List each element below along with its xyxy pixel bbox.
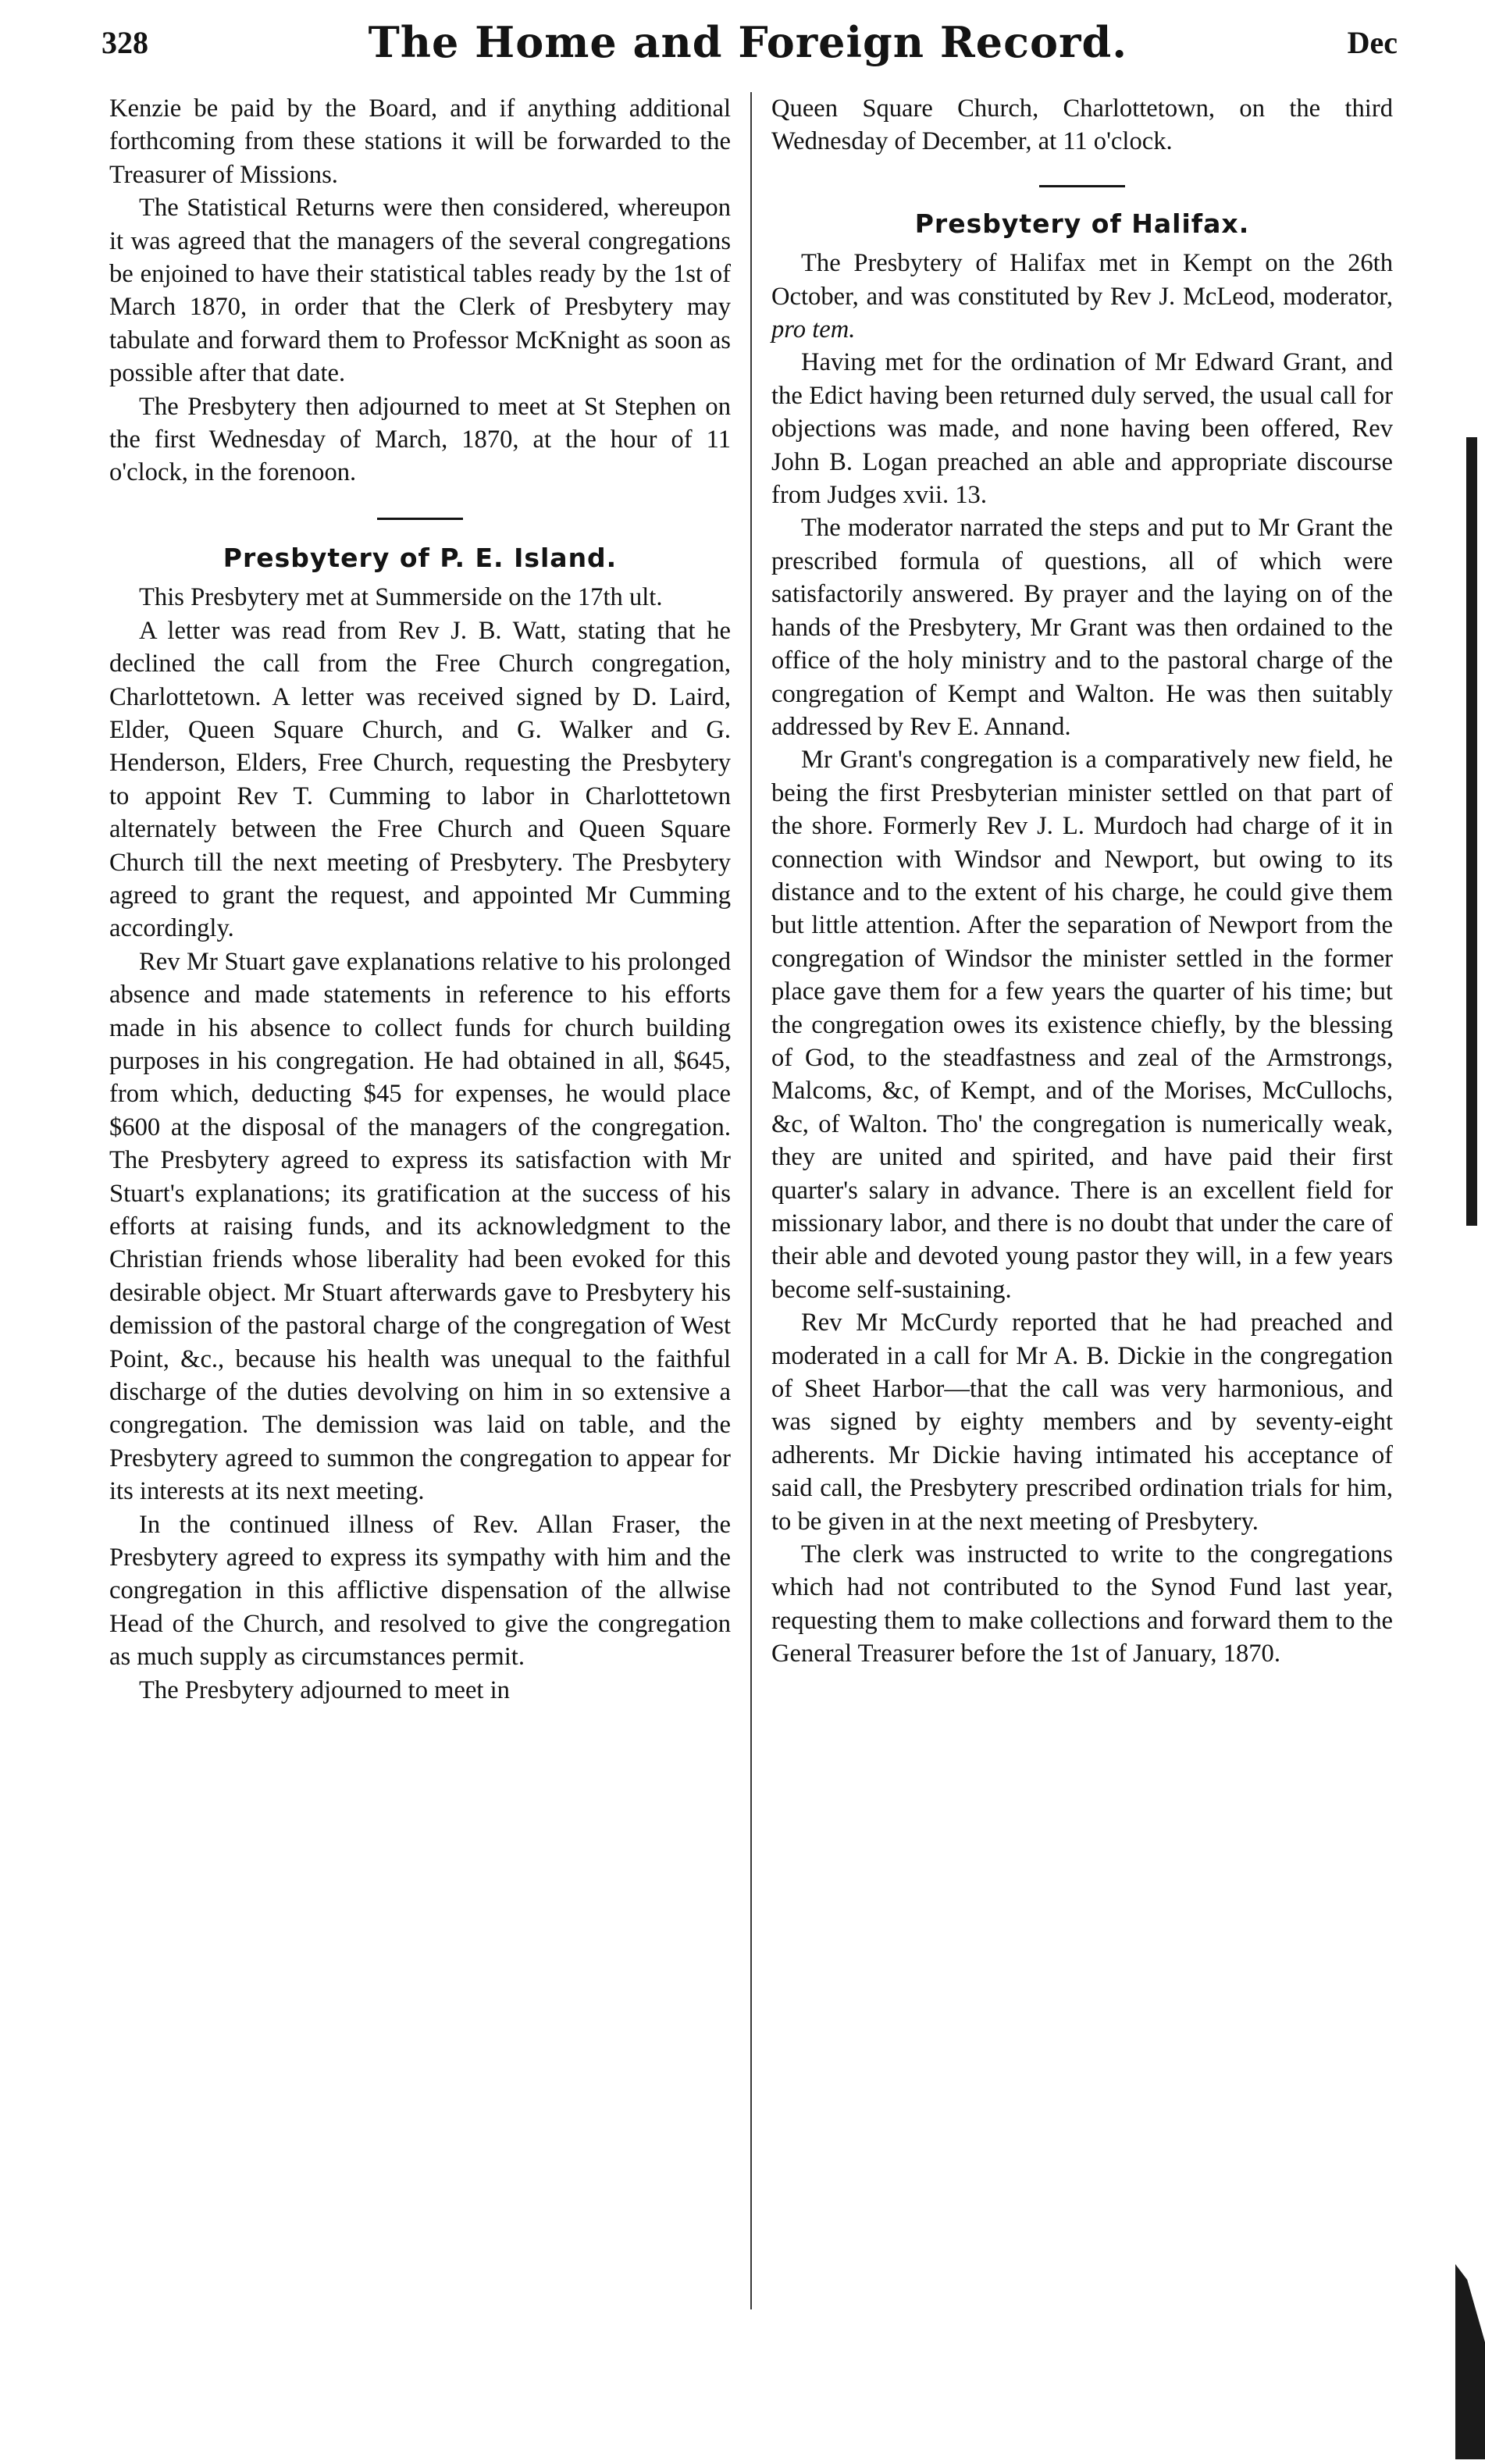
paragraph: Mr Grant's congregation is a comparatively new field, he being the first Presbyterian minister settled on that part of the shore. Formerly Rev J. L. Murdoch had charge of it in connection with Windsor and Newport, but owing to its distance and to the extent of his charge, he could give them but little attention. After the separation of Newport from the congregation of Windsor the minister settled in the former place gave them for a few years the quarter of his time; but the congregation owes its existence chiefly, by the blessing of God, to the steadfastness and zeal of the Armstrongs, Malcoms, &c, of Kempt, and of the Morises, McCullochs, &c, of Walton. Tho' the congregation is numerically weak, they are united and spirited, and have paid their first quarter's salary in advance. There is an excellent field for missionary labor, and there is no doubt that under the care of their able and devoted young pastor they will, in a few years become self-sustaining. [771, 746, 1393, 1304]
paragraph: Kenzie be paid by the Board, and if anything additional forthcoming from these stations it will be forwarded to the Treasurer of Missions. [109, 94, 731, 189]
left-column [109, 92, 731, 1707]
section-heading-halifax: Presbytery of Halifax. [914, 208, 1250, 239]
section-rule [377, 518, 463, 520]
page-header [101, 11, 1398, 73]
section-rule [1039, 185, 1125, 187]
section-heading-pei: Presbytery of P. E. Island. [223, 542, 618, 573]
scan-edge-mark [1455, 2264, 1485, 2459]
paragraph: A letter was read from Rev J. B. Watt, stating that he declined the call from the Free Church congregation, Charlottetown. A letter was received signed by D. Laird, Elder, Queen Square Church, and G. Walker and G. Henderson, Elders, Free Church, requesting the Presbytery to appoint Rev T. Cumming to labor in Charlottetown alternately between the Free Church and Queen Square Church till the next meeting of Presbytery. The Presbytery agreed to grant the request, and appointed Mr Cumming accordingly. [109, 616, 731, 943]
paragraph: The clerk was instructed to write to the congregations which had not contributed to the Synod Fund last year, requesting them to make collections and forward them to the General Treasurer before the 1st of January, 1870. [771, 1540, 1393, 1668]
paragraph: The Presbytery then adjourned to meet at St Stephen on the first Wednesday of March, 1870, at the hour of 11 o'clock, in the forenoon. [109, 392, 731, 487]
header-month: Dec [1347, 24, 1398, 60]
paragraph [771, 247, 1393, 346]
right-column [771, 92, 1393, 1671]
paragraph: Rev Mr Stuart gave explanations relative to his prolonged absence and made statements in reference to his efforts made in his absence to collect funds for church building purposes in his congregation. He had obtained in all, $645, from which, deducting $45 for expenses, he would place $600 at the disposal of the managers of the congregation. The Presbytery agreed to express its satisfaction with Mr Stuart's explanations; its gratification at the success of his efforts at raising funds, and its acknowledgment to the Christian friends whose liberality had been evoked for this desirable object. Mr Stuart afterwards gave to Presbytery his demission of the pastoral charge of the congregation of West Point, &c., because his health was unequal to the faithful discharge of the duties devolving on him in so extensive a congregation. The demission was laid on table, and the Presbytery agreed to summon the congregation to appear for its interests at its next meeting. [109, 947, 731, 1506]
paragraph: The moderator narrated the steps and put to Mr Grant the prescribed formula of questions, all of which were satisfactorily answered. By prayer and the laying on of the hands of the Presbytery, Mr Grant was then ordained to the office of the holy ministry and to the pastoral charge of the congregation of Kempt and Walton. He was then suitably addressed by Rev E. Annand. [771, 514, 1393, 741]
paragraph: In the continued illness of Rev. Allan Fraser, the Presbytery agreed to express its sympathy with him and the congregation in this afflictive dispensation of the allwise Head of the Church, and resolved to give the congregation as much supply as circumstances permit. [109, 1510, 731, 1672]
page-number: 328 [101, 24, 148, 60]
paragraph: The Statistical Returns were then considered, whereupon it was agreed that the managers of the several congregations be enjoined to have their statistical tables ready by the 1st of March 1870, in order that the Clerk of Presbytery may tabulate and forward them to Professor McKnight as soon as possible after that date. [109, 194, 731, 388]
paragraph: Queen Square Church, Charlottetown, on the third Wednesday of December, at 11 o'clock. [771, 94, 1393, 156]
running-title: The Home and Foreign Record. [368, 17, 1127, 67]
scan-edge-mark [1466, 437, 1477, 1226]
paragraph: Having met for the ordination of Mr Edward Grant, and the Edict having been returned duly served, the usual call for objections was made, and none having been offered, Rev John B. Logan preached an able and appropriate discourse from Judges xvii. 13. [771, 348, 1393, 510]
paragraph-text: The Presbytery of Halifax met in Kempt on the 26th October, and was constituted by Rev J. McLeod, moderator, [771, 249, 1393, 311]
paragraph: The Presbytery adjourned to meet in [139, 1675, 510, 1704]
paragraph: This Presbytery met at Summerside on the 17th ult. [139, 583, 663, 612]
paragraph: Rev Mr McCurdy reported that he had preached and moderated in a call for Mr A. B. Dickie in the congregation of Sheet Harbor—that the call was very harmonious, and was signed by eighty members and by seventy-eight adherents. Mr Dickie having intimated his acceptance of said call, the Presbytery prescribed ordination trials for him, to be given in at the next meeting of Presbytery. [771, 1309, 1393, 1536]
italic-text: pro tem. [771, 315, 856, 344]
column-divider [750, 92, 752, 2309]
